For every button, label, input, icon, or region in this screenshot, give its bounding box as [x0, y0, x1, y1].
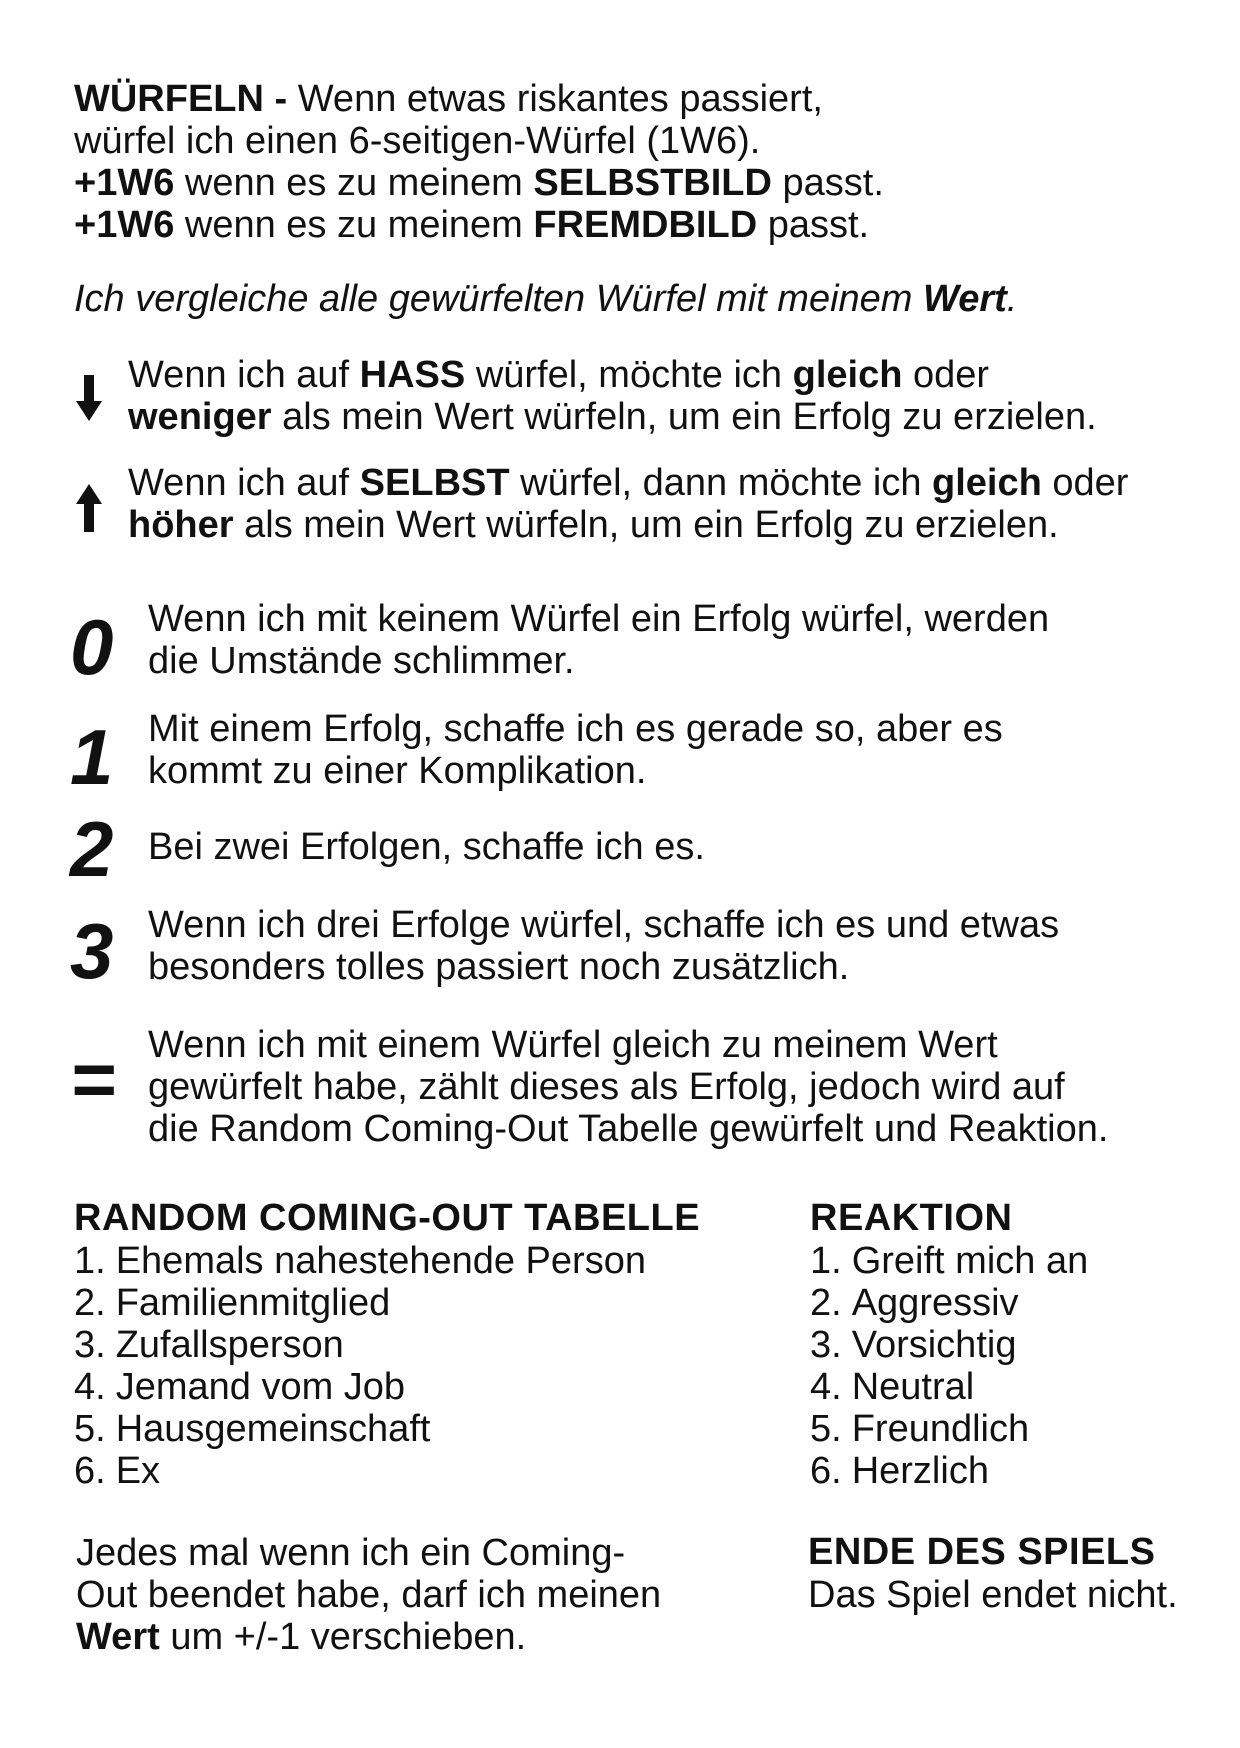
coming-out-note-line-3	[76, 1616, 776, 1658]
ende-text: Das Spiel endet nicht.	[808, 1574, 1178, 1616]
hoeher-keyword: höher	[128, 504, 234, 546]
outcome-1-line-2: kommt zu einer Komplikation.	[148, 750, 647, 792]
outcome-equals-line-1: Wenn ich mit einem Würfel gleich zu meinem Wert	[148, 1024, 998, 1066]
gleich-keyword: gleich	[792, 354, 903, 396]
outcome-2-line-1: Bei zwei Erfolgen, schaffe ich es.	[148, 826, 705, 868]
arrow-down-icon	[74, 375, 104, 423]
outcome-1	[148, 708, 1178, 792]
rule-hass	[128, 354, 1188, 438]
rule-hass-line-1	[128, 354, 1188, 396]
list-item	[810, 1324, 1210, 1366]
item-number: 3.	[810, 1324, 842, 1366]
outcome-mark-0: 0	[70, 603, 114, 691]
outcome-mark-3: 3	[70, 907, 114, 995]
outcome-0	[148, 598, 1178, 682]
compare-line	[74, 278, 1174, 320]
item-label: Freundlich	[851, 1408, 1030, 1450]
list-item	[74, 1408, 814, 1450]
item-label: Neutral	[851, 1366, 975, 1408]
coming-out-note-line-2: Out beendet habe, darf ich meinen	[76, 1574, 662, 1616]
list-item	[74, 1240, 814, 1282]
fremdbild-keyword: FREMDBILD	[533, 204, 758, 246]
outcome-mark-equals: =	[70, 1035, 116, 1123]
wuerfeln-title: WÜRFELN -	[74, 78, 288, 120]
weniger-keyword: weniger	[128, 396, 272, 438]
reaktion-list	[810, 1240, 1210, 1492]
item-label: Vorsichtig	[851, 1324, 1017, 1366]
ende-section	[808, 1530, 1228, 1616]
coming-out-note	[76, 1532, 776, 1658]
item-number: 1.	[810, 1240, 842, 1282]
wuerfeln-line-2: würfel ich einen 6-seitigen-Würfel (1W6).	[74, 120, 761, 162]
outcome-2	[148, 826, 1178, 868]
item-label: Ex	[115, 1450, 161, 1492]
coming-out-note-line-1: Jedes mal wenn ich ein Coming-	[76, 1532, 626, 1574]
wuerfeln-line-1	[74, 78, 1174, 120]
item-label: Greift mich an	[851, 1240, 1089, 1282]
outcome-3-line-1: Wenn ich drei Erfolge würfel, schaffe ich es und etwas	[148, 904, 1060, 946]
rule-selbst-text-1: Wenn ich auf	[128, 462, 350, 504]
bonus-die-fremdbild: +1W6	[74, 204, 175, 246]
outcome-0-line-1: Wenn ich mit keinem Würfel ein Erfolg würfel, werden	[148, 598, 1050, 640]
selbstbild-keyword: SELBSTBILD	[533, 162, 772, 204]
rule-hass-text-3: oder	[912, 354, 990, 396]
rule-selbst-line-2	[128, 504, 1188, 546]
wert-keyword: Wert	[76, 1616, 160, 1658]
reaktion-heading: REAKTION	[810, 1197, 1013, 1239]
outcome-1-line-1: Mit einem Erfolg, schaffe ich es gerade so, aber es	[148, 708, 1003, 750]
item-label: Aggressiv	[851, 1282, 1019, 1324]
item-number: 4.	[74, 1366, 106, 1408]
reaktion-table	[810, 1196, 1210, 1492]
list-item	[810, 1240, 1210, 1282]
item-number: 1.	[74, 1240, 106, 1282]
item-label: Hausgemeinschaft	[115, 1408, 431, 1450]
rule-hass-text-4: als mein Wert würfeln, um ein Erfolg zu erzielen.	[282, 396, 1097, 438]
list-item	[810, 1408, 1210, 1450]
outcome-equals	[148, 1024, 1178, 1150]
list-item	[74, 1450, 814, 1492]
item-number: 2.	[74, 1282, 106, 1324]
outcome-0-line-2: die Umstände schlimmer.	[148, 640, 575, 682]
rule-selbst-text-4: als mein Wert würfeln, um ein Erfolg zu erzielen.	[244, 504, 1059, 546]
item-number: 6.	[74, 1450, 106, 1492]
list-item	[810, 1450, 1210, 1492]
wuerfeln-line-3-text: wenn es zu meinem	[184, 162, 523, 204]
outcome-mark-1: 1	[70, 713, 114, 801]
list-item	[74, 1282, 814, 1324]
coming-out-note-line-3-text: um +/-1 verschieben.	[170, 1616, 527, 1658]
hass-keyword: HASS	[359, 354, 466, 396]
rule-hass-line-2	[128, 396, 1188, 438]
coming-out-table	[74, 1196, 814, 1492]
item-label: Zufallsperson	[115, 1324, 344, 1366]
list-item	[74, 1324, 814, 1366]
list-item	[810, 1282, 1210, 1324]
wuerfeln-line-3	[74, 162, 1174, 204]
rule-hass-text-1: Wenn ich auf	[128, 354, 350, 396]
item-label: Herzlich	[851, 1450, 989, 1492]
wuerfeln-line-4-end: passt.	[767, 204, 870, 246]
item-label: Familienmitglied	[115, 1282, 391, 1324]
list-item	[74, 1366, 814, 1408]
rule-hass-text-2: würfel, möchte ich	[475, 354, 783, 396]
wuerfeln-line-4-text: wenn es zu meinem	[184, 204, 523, 246]
rule-selbst	[128, 462, 1188, 546]
coming-out-table-heading: RANDOM COMING-OUT TABELLE	[74, 1197, 701, 1239]
rule-selbst-text-3: oder	[1052, 462, 1129, 504]
wuerfeln-line-3-end: passt.	[782, 162, 884, 204]
outcome-equals-line-3: die Random Coming-Out Tabelle gewürfelt und Reaktion.	[148, 1108, 1109, 1150]
outcome-3	[148, 904, 1178, 988]
coming-out-table-list	[74, 1240, 814, 1492]
item-number: 4.	[810, 1366, 842, 1408]
item-number: 5.	[810, 1408, 842, 1450]
item-number: 3.	[74, 1324, 106, 1366]
compare-text: Ich vergleiche alle gewürfelten Würfel mit meinem	[74, 278, 913, 320]
wuerfeln-section	[74, 78, 1174, 246]
bonus-die-selbstbild: +1W6	[74, 162, 175, 204]
item-number: 6.	[810, 1450, 842, 1492]
wuerfeln-line-4	[74, 204, 1174, 246]
outcome-3-line-2: besonders tolles passiert noch zusätzlich.	[148, 946, 850, 988]
item-label: Jemand vom Job	[115, 1366, 406, 1408]
item-number: 5.	[74, 1408, 106, 1450]
rule-selbst-line-1	[128, 462, 1188, 504]
compare-end: .	[1006, 278, 1018, 320]
outcome-equals-line-2: gewürfelt habe, zählt dieses als Erfolg, jedoch wird auf	[148, 1066, 1065, 1108]
arrow-up-icon	[74, 484, 104, 532]
rule-selbst-text-2: würfel, dann möchte ich	[520, 462, 922, 504]
selbst-keyword: SELBST	[359, 462, 510, 504]
list-item	[810, 1366, 1210, 1408]
item-label: Ehemals nahestehende Person	[115, 1240, 646, 1282]
outcome-mark-2: 2	[70, 805, 114, 893]
compare-wert-keyword: Wert	[923, 278, 1007, 320]
item-number: 2.	[810, 1282, 842, 1324]
ende-heading: ENDE DES SPIELS	[808, 1531, 1156, 1573]
gleich-keyword: gleich	[932, 462, 1042, 504]
wuerfeln-line-1-text: Wenn etwas riskantes passiert,	[297, 78, 823, 120]
